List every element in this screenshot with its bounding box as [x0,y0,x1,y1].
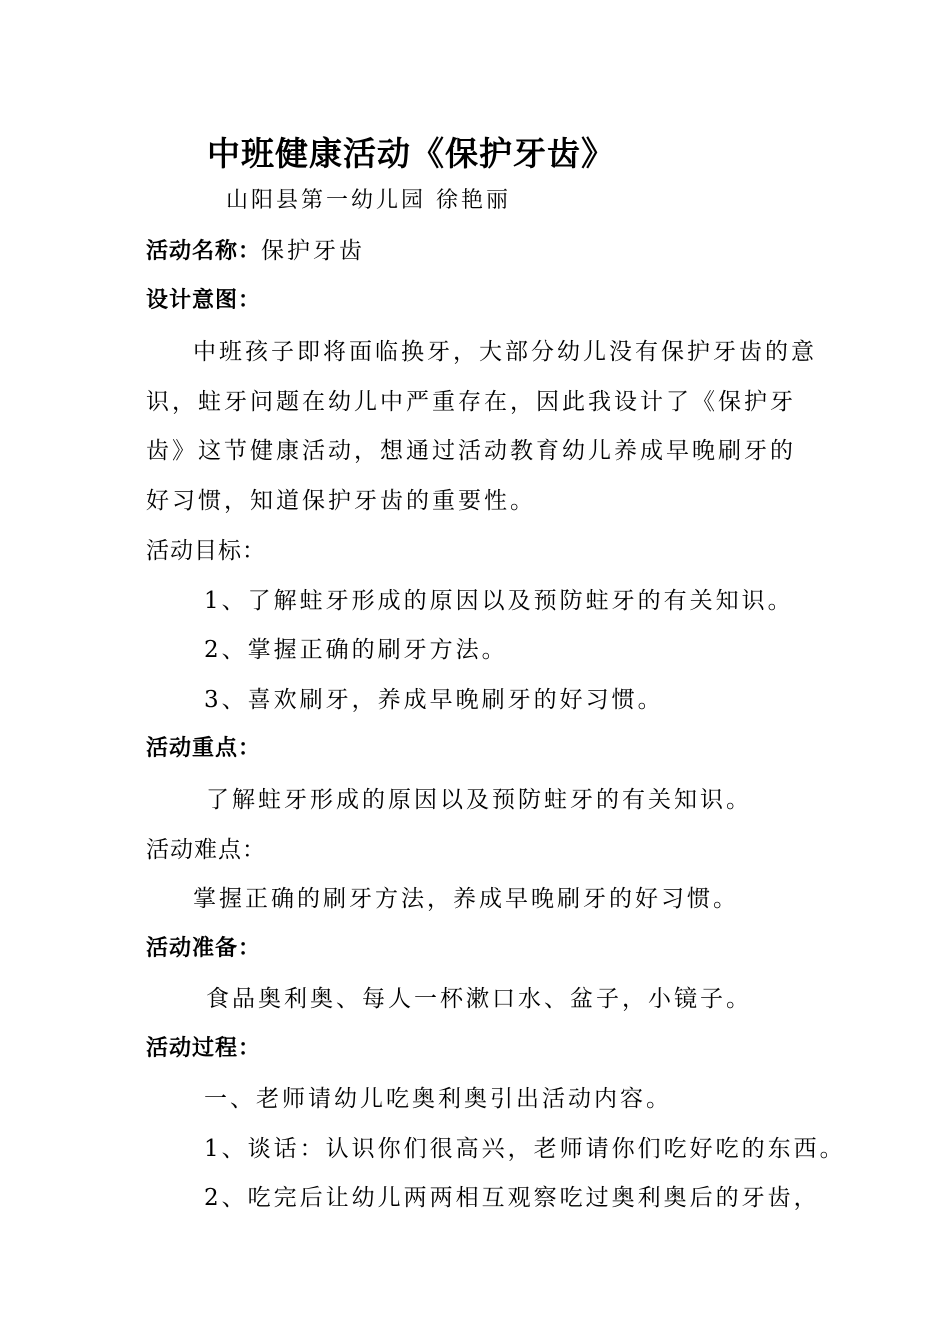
process-heading: 活动过程： [146,1036,262,1061]
key-point-text: 了解蛀牙形成的原因以及预防蛀牙的有关知识。 [206,787,752,813]
difficulty-heading: 活动难点： [146,837,266,863]
design-intent-line: 好习惯，知道保护牙齿的重要性。 [146,488,536,514]
activity-name-value: 保护牙齿 [261,238,366,264]
process-line: 1、谈话：认识你们很高兴，老师请你们吃好吃的东西。 [204,1136,846,1162]
goal-item: 1、了解蛀牙形成的原因以及预防蛀牙的有关知识。 [204,588,794,614]
key-point-heading: 活动重点： [146,736,262,761]
process-line: 2、吃完后让幼儿两两相互观察吃过奥利奥后的牙齿， [204,1185,820,1211]
design-intent-line: 齿》这节健康活动，想通过活动教育幼儿养成早晚刷牙的 [146,438,796,464]
goals-heading: 活动目标： [146,538,266,564]
activity-name-label: 活动名称： [146,239,262,264]
process-line: 一、老师请幼儿吃奥利奥引出活动内容。 [204,1086,672,1112]
author-line: 山阳县第一幼儿园 徐艳丽 [226,188,511,213]
design-intent-line: 识，蛀牙问题在幼儿中严重存在，因此我设计了《保护牙 [146,389,796,415]
goal-item: 3、喜欢刷牙，养成早晚刷牙的好习惯。 [204,687,664,713]
goal-item: 2、掌握正确的刷牙方法。 [204,637,508,663]
activity-name-row [146,236,365,267]
document-title: 中班健康活动《保护牙齿》 [207,134,615,173]
preparation-heading: 活动准备： [146,936,262,961]
difficulty-text: 掌握正确的刷牙方法，养成早晚刷牙的好习惯。 [193,886,739,912]
design-intent-heading: 设计意图： [146,288,262,313]
design-intent-line: 中班孩子即将面临换牙，大部分幼儿没有保护牙齿的意 [193,339,817,365]
preparation-text: 食品奥利奥、每人一杯漱口水、盆子，小镜子。 [206,986,752,1012]
